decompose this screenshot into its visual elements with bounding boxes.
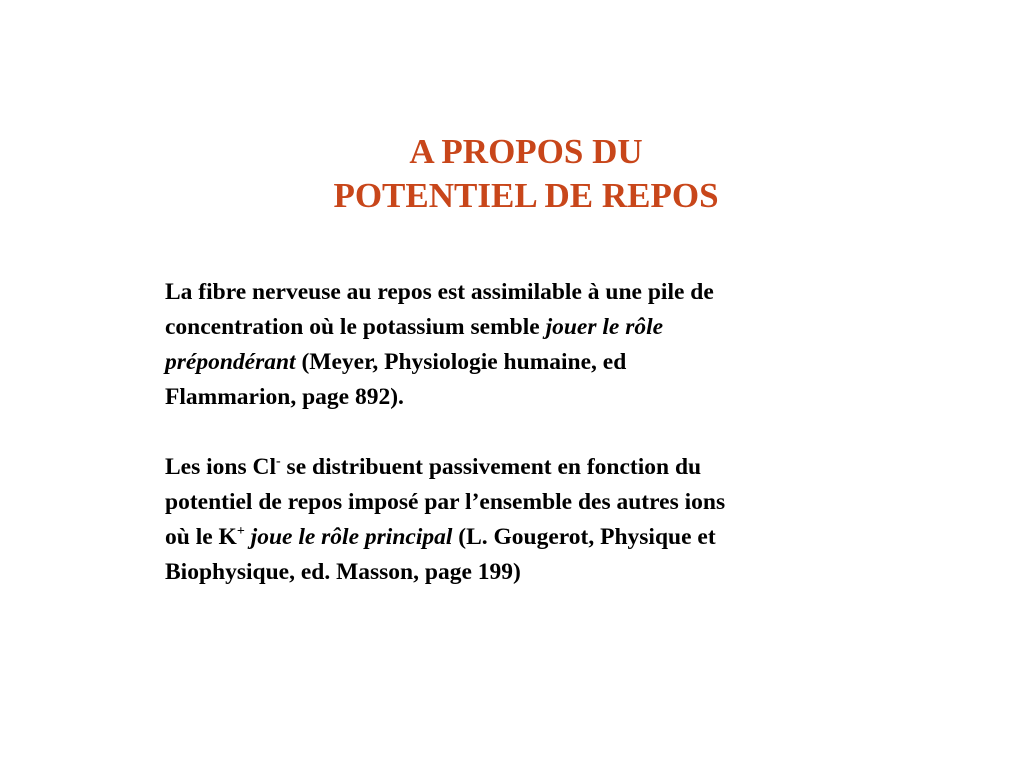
paragraph2-text-3a: où le K xyxy=(165,524,237,550)
paragraph2-line-3 xyxy=(165,520,885,555)
paragraph1-text-2: concentration où le potassium semble xyxy=(165,314,546,340)
slide-body xyxy=(165,275,885,590)
paragraph-gougerot-quote xyxy=(165,450,885,590)
slide-title xyxy=(0,130,1024,218)
paragraph2-text-3b: (L. Gougerot, Physique et xyxy=(452,524,716,550)
paragraph1-text-3: (Meyer, Physiologie humaine, ed xyxy=(295,349,627,375)
title-line-1: A PROPOS DU xyxy=(409,132,643,171)
paragraph1-line-3 xyxy=(165,345,885,380)
paragraph2-text-1a: Les ions Cl xyxy=(165,454,276,480)
chloride-charge-superscript: - xyxy=(276,454,281,469)
paragraph1-italic-3: prépondérant xyxy=(165,349,296,375)
paragraph1-italic-2: jouer le rôle xyxy=(545,314,664,340)
paragraph2-line-2 xyxy=(165,485,885,520)
paragraph1-text-1: La fibre nerveuse au repos est assimilable à une pile de xyxy=(165,279,714,305)
paragraph1-line-2 xyxy=(165,310,885,345)
paragraph2-text-2: potentiel de repos imposé par l’ensemble des autres ions xyxy=(165,489,726,515)
paragraph-meyer-quote xyxy=(165,275,885,415)
potassium-charge-superscript: + xyxy=(236,524,245,539)
paragraph2-line-1 xyxy=(165,450,885,485)
paragraph2-italic-3: joue le rôle principal xyxy=(244,524,453,550)
paragraph2-text-1b: se distribuent passivement en fonction du xyxy=(280,454,702,480)
paragraph1-line-1 xyxy=(165,275,885,310)
title-line-2: POTENTIEL DE REPOS xyxy=(333,176,719,215)
paragraph2-line-4 xyxy=(165,555,885,590)
paragraph1-line-4 xyxy=(165,380,885,415)
paragraph2-text-4: Biophysique, ed. Masson, page 199) xyxy=(165,559,521,585)
paragraph1-text-4: Flammarion, page 892). xyxy=(165,384,404,410)
